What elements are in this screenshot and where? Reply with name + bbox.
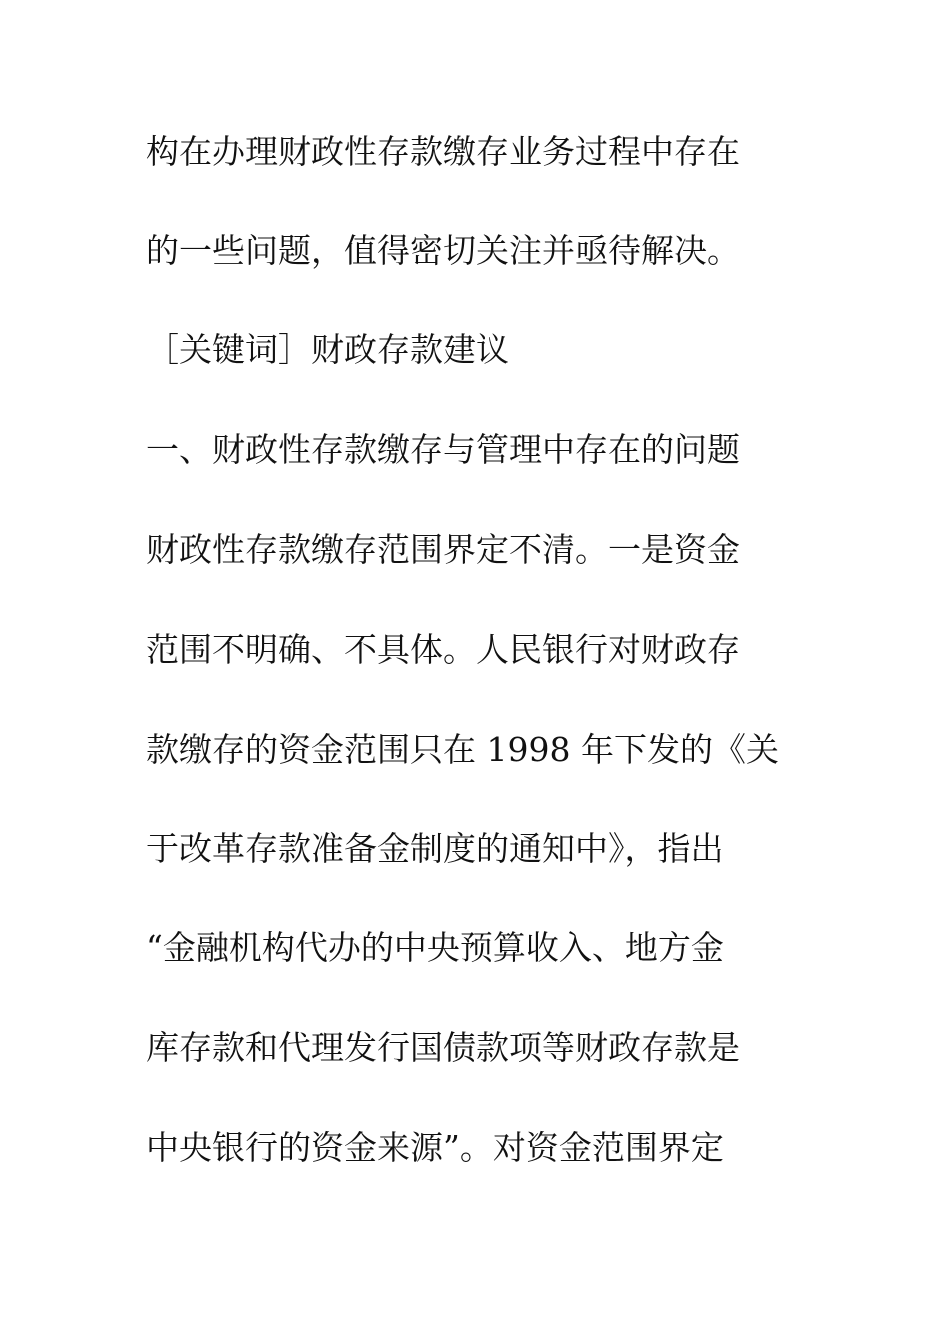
text-line-11: 中央银行的资金来源”。对资金范围界定 <box>146 1128 724 1167</box>
text-line-7: 款缴存的资金范围只在 1998 年下发的《关 <box>146 730 779 769</box>
text-line-2: 的一些问题，值得密切关注并亟待解决。 <box>146 231 740 270</box>
text-line-6: 范围不明确、不具体。人民银行对财政存 <box>146 630 740 669</box>
text-line-1: 构在办理财政性存款缴存业务过程中存在 <box>146 132 740 171</box>
section-heading: 一、财政性存款缴存与管理中存在的问题 <box>146 430 740 469</box>
text-line-8: 于改革存款准备金制度的通知中》，指出 <box>146 829 724 868</box>
text-line-10: 库存款和代理发行国债款项等财政存款是 <box>146 1028 740 1067</box>
text-line-5: 财政性存款缴存范围界定不清。一是资金 <box>146 530 740 569</box>
text-line-9: “金融机构代办的中央预算收入、地方金 <box>146 928 724 967</box>
keywords-line: ［关键词］财政存款建议 <box>146 330 509 369</box>
